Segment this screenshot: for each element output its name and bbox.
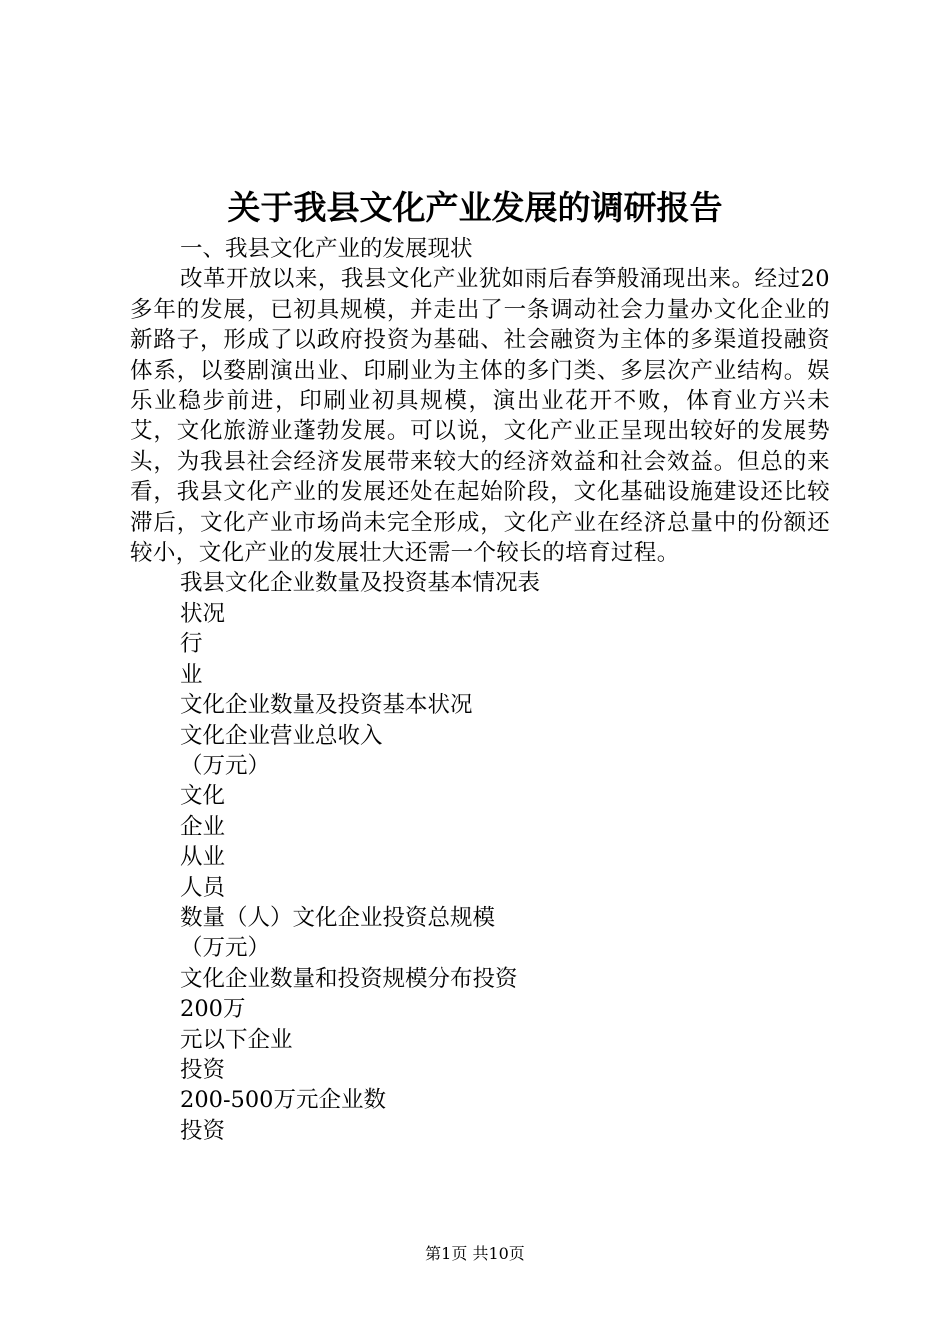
document-body xyxy=(130,234,830,1146)
table-text-line: 文化企业数量及投资基本状况 xyxy=(180,692,473,719)
table-text-line: 200万 xyxy=(180,996,246,1023)
table-text-line: 数量（人）文化企业投资总规模 xyxy=(180,904,496,931)
table-text-line: 人员 xyxy=(180,874,226,901)
table-text-line: 文化企业数量和投资规模分布投资 xyxy=(180,965,518,992)
table-caption: 我县文化企业数量及投资基本情况表 xyxy=(180,570,541,597)
section-heading: 一、我县文化产业的发展现状 xyxy=(180,236,473,262)
table-text-line: 从业 xyxy=(180,844,226,871)
page-footer: 第1页 共10页 xyxy=(425,1244,525,1263)
table-text-line: （万元） xyxy=(180,752,271,779)
table-text-line: 状况 xyxy=(180,600,226,627)
document-title: 关于我县文化产业发展的调研报告 xyxy=(227,188,723,227)
table-text-line: 企业 xyxy=(180,813,226,840)
table-text-line: 投资 xyxy=(180,1056,226,1083)
body-paragraph: 改革开放以来，我县文化产业犹如雨后春笋般涌现出来。经过20多年的发展，已初具规模，并走出了一条调动社会力量办文化企业的新路子，形成了以政府投资为基础、社会融资为主体的多渠道投融资体系，以婺剧演出业、印刷业为主体的多门类、多层次产业结构。娱乐业稳步前进，印刷业初具规模，演出业花开不败，体育业方兴未艾，文化旅游业蓬勃发展。可以说，文化产业正呈现出较好的发展势头，为我县社会经济发展带来较大的经济效益和社会效益。但总的来看，我县文化产业的发展还处在起始阶段，文化基础设施建设还比较滞后，文化产业市场尚未完全形成，文化产业在经济总量中的份额还较小，文化产业的发展壮大还需一个较长的培育过程。 xyxy=(130,266,830,567)
table-text-line: 文化企业营业总收入 xyxy=(180,722,383,749)
table-text-line: 文化 xyxy=(180,783,226,810)
table-text-line: 行 xyxy=(180,631,203,658)
table-text-line: 投资 xyxy=(180,1117,226,1144)
table-text-line: 业 xyxy=(180,661,203,688)
table-text-line: （万元） xyxy=(180,935,271,962)
table-text-line: 200-500万元企业数 xyxy=(180,1087,386,1114)
table-text-line: 元以下企业 xyxy=(180,1026,293,1053)
